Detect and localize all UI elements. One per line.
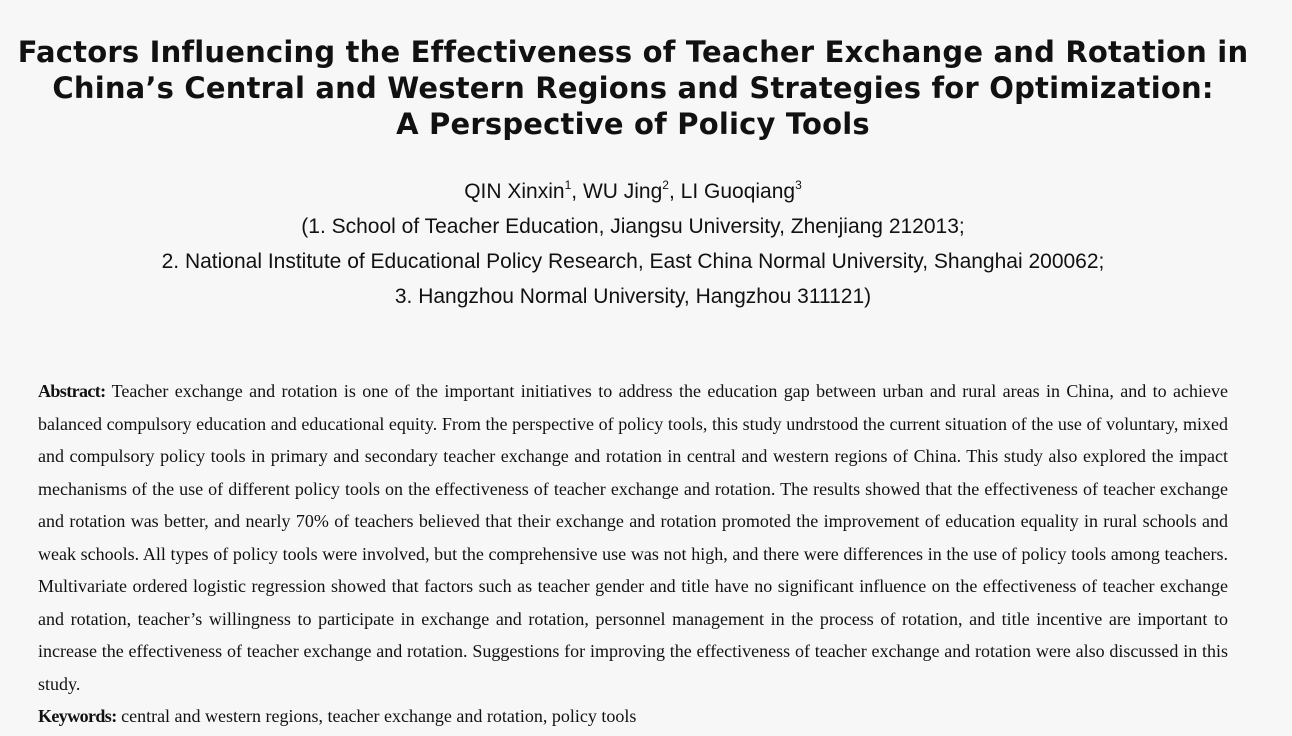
title-line-3: A Perspective of Policy Tools	[396, 107, 870, 141]
paper-title	[0, 34, 1266, 142]
author-block	[0, 174, 1266, 314]
author-name-1: QIN Xinxin	[464, 180, 565, 203]
abstract-label: Abstract:	[38, 381, 106, 401]
abstract-text: Teacher exchange and rotation is one of the important initiatives to address the education gap between urban and rural areas in China, and to achieve balanced compulsory education and educational equity. From the perspective of policy tools, this study undrstood the current situation of the use of voluntary, mixed and compulsory policy tools in primary and secondary teacher exchange and rotation in central and western regions of China. This study also explored the impact mechanisms of the use of different policy tools on the effectiveness of teacher exchange and rotation. The results showed that the effectiveness of teacher exchange and rotation was better, and nearly 70% of teachers believed that their exchange and rotation promoted the improvement of education equality in rural schools and weak schools. All types of policy tools were involved, but the comprehensive use was not high, and there were differences in the use of policy tools among teachers. Multivariate ordered logistic regression showed that factors such as teacher gender and title have no significant influence on the effectiveness of teacher exchange and rotation, teacher’s willingness to participate in exchange and rotation, personnel management in the process of rotation, and title incentive are important to increase the effectiveness of teacher exchange and rotation. Suggestions for improving the effectiveness of teacher exchange and rotation were also discussed in this study.	[38, 381, 1228, 694]
affiliation-3: 3. Hangzhou Normal University, Hangzhou 311121)	[394, 285, 872, 308]
keywords-label: Keywords:	[38, 706, 117, 726]
keywords	[38, 701, 1228, 731]
author-affiliation-2: 2	[662, 178, 669, 192]
author-list: QIN Xinxin$^1$, WU Jing$^2$, LI Guoqiang$^3$	[464, 178, 802, 203]
keywords-text: central and western regions, teacher exchange and rotation, policy tools	[121, 706, 637, 726]
affiliation-2: 2. National Institute of Educational Policy Research, East China Normal University, Shanghai 200062;	[161, 250, 1105, 273]
title-line-2: China’s Central and Western Regions and Strategies for Optimization:	[52, 71, 1214, 105]
author-name-3: LI Guoqiang	[680, 180, 796, 203]
author-name-2: WU Jing	[582, 180, 663, 203]
author-affiliation-3: 3	[795, 178, 802, 192]
author-affiliation-1: 1	[564, 178, 572, 192]
abstract	[38, 375, 1228, 700]
affiliation-1: (1. School of Teacher Education, Jiangsu University, Zhenjiang 212013;	[301, 215, 965, 238]
title-line-1: Factors Influencing the Effectiveness of Teacher Exchange and Rotation in	[17, 35, 1249, 69]
